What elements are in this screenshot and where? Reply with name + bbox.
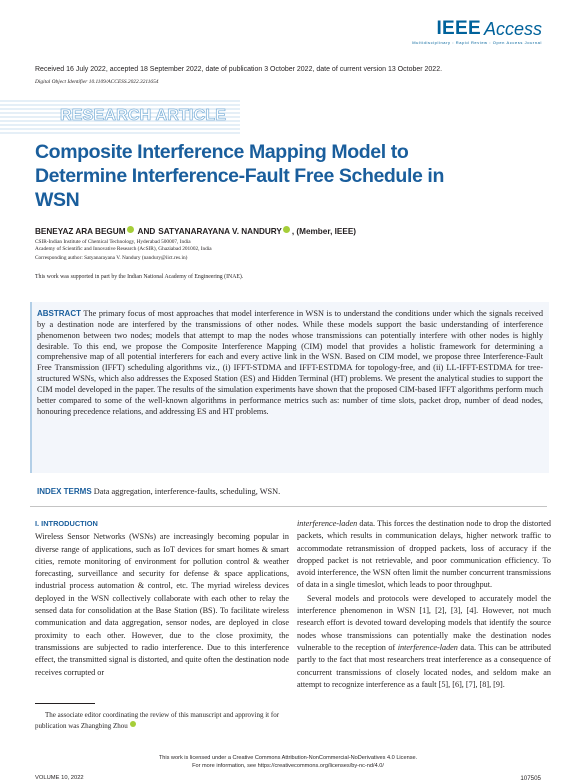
intro-paragraph-1-cont-text: data. This forces the destination node to drop the distorted packets, which results in communication delays, higher network traffic to accommodate retransmission of dropped packets, loss of accuracy if the dropped packet is not retrievable, and poor communication efficiency. To avoid interference, the WSN often limit the number concurrent transmissions of data in a single timeslot, which leads to poor throughput.: [297, 519, 551, 590]
author-line: [35, 227, 356, 236]
paper-title: Composite Interference Mapping Model to Determine Interference-Fault Free Schedule in WSN: [35, 141, 444, 211]
intro-paragraph-1-cont: [297, 518, 551, 592]
orcid-icon[interactable]: [130, 721, 136, 727]
author-1-name: BENEYAZ ARA BEGUM: [35, 227, 126, 236]
affiliation-2: Academy of Scientific and Innovative Research (AcSIR), Ghaziabad 201002, India: [35, 246, 212, 252]
article-type-label: RESEARCH ARTICLE: [60, 107, 227, 124]
volume-label: VOLUME 10, 2022: [35, 775, 84, 781]
orcid-icon[interactable]: [283, 226, 290, 233]
abstract-text: The primary focus of most approaches that model interference in WSN is to understand the conditions under which the signals received by a destination node are interfered by the transmissions of other nodes. While these models support the basic understanding of interference phenomenon between two nodes; models that attempt to map the nodes whose transmissions can potentially interfere with other nodes is highly desirable. To this end, we propose the Composite Interference Mapping (CIM) model that provides a holistic framework for determining a comprehensive map of all potential interferers for each and every active link in the WSN. Based on CIM model, we propose three Interference-Fault Free Transmission (IFFT) scheduling algorithms viz., (i) IFFT-STDMA and IFFT-ESTDMA for topology-free, and (ii) LL-IFFT-ESTDMA for tree-structured WSNs, which also addresses the Exposed Station (ES) and Hidden Terminal (HT) problems. We present the analytical studies to support the CIM model developed in the paper. The results of the simulation experiments have shown that the proposed CIM-based IFFT algorithms perform much better compared to some of the well-known algorithms in performance metrics such as: number of time slots, packet drop, number of dead nodes, honouring precedence relations, and addressing ES and HT problems.: [37, 309, 543, 416]
doi-line: Digital Object Identifier 10.1109/ACCESS.2022.3211654: [35, 79, 159, 85]
index-terms: [37, 487, 543, 496]
intro-paragraph-2-part-a: Several models and protocols were developed to accurately model the interference phenomenon in WSN [1], [2], [3], [4]. However, not much research effort is devoted toward developing models that identify the source nodes whose transmissions can potentially make the destination nodes vulnerable to the reception of: [297, 593, 551, 652]
emphasis-term: interference-laden: [397, 642, 458, 652]
author-2-name: SATYANARAYANA V. NANDURY: [158, 227, 282, 236]
editor-footnote-text: The associate editor coordinating the review of this manuscript and approving it for publication was Zhangbing Zhou: [35, 711, 280, 730]
license-link[interactable]: For more information, see https://creativecommons.org/licenses/by-nc-nd/4.0/: [192, 763, 384, 769]
abstract-label: ABSTRACT: [37, 309, 81, 318]
intro-paragraph-1: Wireless Sensor Networks (WSNs) are increasingly becoming popular in diverse range of applications, such as IoT devices for smart homes & smart cities, remote monitoring of environment for pollution control & weather forecasting, surveillance and security for defense & space applications, industrial process automation & control, etc. The myriad wireless devices deployed in the WSN collectively collaborate with each other to relay the sensed data for consolidation at the Base Station (BS). To facilitate wireless communication and data aggregation, sensor nodes, are deployed in close proximity to each other. However, due to the close proximity, the transmissions are subjected to radio interference. Due to this interference effect, the transmitted signal is distorted, and quite often the destination node receives corrupted or: [35, 532, 289, 677]
logo-access-text: Access: [483, 19, 542, 39]
logo-ieee-text: IEEE: [436, 18, 481, 39]
index-terms-text: Data aggregation, interference-faults, scheduling, WSN.: [93, 487, 281, 496]
affiliation-1: CSIR-Indian Institute of Chemical Technology, Hyderabad 500007, India: [35, 239, 191, 245]
page-number: 107505: [520, 775, 541, 782]
editor-footnote: [35, 710, 289, 732]
abstract: [37, 309, 543, 417]
ieee-access-logo: [412, 14, 542, 45]
intro-paragraph-2-part-b: data. This can be attributed partly to the fact that most researchers treat interference as a consequence of concurrent transmissions of closely located nodes, and seldom make an attempt to recognize interference as a fault [5], [6], [7], [8], [9].: [297, 642, 551, 689]
body-column-left: [35, 518, 289, 679]
logo-tagline: Multidisciplinary : Rapid Review : Open Access Journal: [412, 40, 542, 45]
corresponding-author: Corresponding author: Satyanarayana V. Nandury (nandury@iict.res.in): [35, 255, 188, 261]
author-conjunction: AND: [137, 227, 156, 236]
received-dates: Received 16 July 2022, accepted 18 September 2022, date of publication 3 October 2022, date of current version 13 October 2022.: [35, 66, 443, 73]
author-membership: , (Member, IEEE): [291, 227, 357, 236]
intro-paragraph-2: [297, 593, 551, 691]
section-heading-introduction: I. INTRODUCTION: [35, 519, 98, 528]
section-divider: [30, 506, 547, 507]
index-terms-label: INDEX TERMS: [37, 487, 92, 496]
license-notice: This work is licensed under a Creative Commons Attribution-NonCommercial-NoDerivatives 4.0 License.: [158, 755, 418, 761]
orcid-icon[interactable]: [127, 226, 134, 233]
body-column-right: [297, 518, 551, 691]
footnote-rule: [35, 703, 95, 704]
emphasis-term: interference-laden: [297, 519, 358, 528]
funding-statement: This work was supported in part by the Indian National Academy of Engineering (INAE).: [35, 274, 244, 280]
